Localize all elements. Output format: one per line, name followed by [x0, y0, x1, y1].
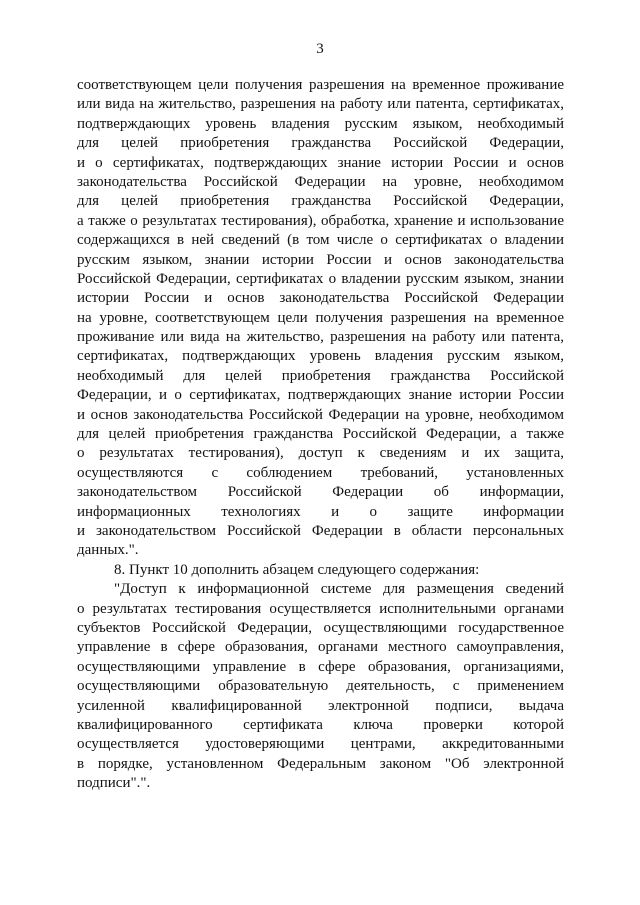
- paragraph-quoted-amendment: [77, 580, 564, 793]
- text-line: русским языком, знании истории России и основ законодательства: [77, 251, 564, 268]
- text-line: осуществляются с соблюдением требований, установленных: [77, 464, 564, 481]
- text-line: усиленной квалифицированной электронной подписи, выдача: [77, 697, 564, 714]
- text-line: Федерации, и о сертификатах, подтверждающих знание истории России: [77, 387, 564, 404]
- text-line: Российской Федерации, сертификатах о владении русским языком, знании: [77, 270, 564, 287]
- text-line: о результатах тестирования), доступ к сведениям и их защита,: [77, 445, 564, 462]
- text-line: подписи".".: [77, 775, 151, 792]
- text-line: информационных технологиях и о защите информации: [77, 503, 564, 520]
- page-number: 3: [316, 41, 324, 57]
- text-line: квалифицированного сертификата ключа проверки которой: [77, 716, 564, 733]
- text-line: 8. Пункт 10 дополнить абзацем следующего содержания:: [114, 561, 480, 578]
- text-line: управление в сфере образования, органами местного самоуправления,: [77, 639, 564, 656]
- text-line: подтверждающих уровень владения русским языком, необходимый: [77, 115, 564, 132]
- text-line: для целей приобретения гражданства Российской Федерации, а также: [77, 426, 564, 443]
- paragraph-item-8: [77, 561, 564, 580]
- paragraph-continuation: [77, 76, 564, 561]
- text-line: необходимый для целей приобретения гражданства Российской: [77, 367, 564, 384]
- text-line: содержащихся в ней сведений (в том числе о сертификатах о владении: [77, 232, 564, 249]
- text-line: для целей приобретения гражданства Российской Федерации,: [77, 193, 564, 210]
- text-line: "Доступ к информационной системе для размещения сведений: [114, 581, 564, 598]
- text-line: и о сертификатах, подтверждающих знание истории России и основ: [77, 154, 564, 171]
- text-line: о результатах тестирования осуществляется исполнительными органами: [77, 600, 564, 617]
- text-line: а также о результатах тестирования), обработка, хранение и использование: [77, 212, 564, 229]
- text-line: осуществляющими образовательную деятельность, с применением: [77, 678, 564, 695]
- text-line: данных.".: [77, 542, 139, 559]
- text-line: соответствующем цели получения разрешения на временное проживание: [77, 77, 564, 93]
- text-line: для целей приобретения гражданства Российской Федерации,: [77, 135, 564, 152]
- text-line: субъектов Российской Федерации, осуществляющими государственное: [77, 619, 564, 636]
- text-line: сертификатах, подтверждающих уровень владения русским языком,: [77, 348, 564, 365]
- text-line: осуществляется удостоверяющими центрами, аккредитованными: [77, 736, 564, 753]
- text-line: в порядке, установленном Федеральным законом "Об электронной: [77, 755, 564, 772]
- text-line: проживание или вида на жительство, разрешения на работу или патента,: [77, 329, 564, 346]
- document-body: [77, 76, 564, 793]
- text-line: истории России и основ законодательства Российской Федерации: [77, 290, 564, 307]
- text-line: или вида на жительство, разрешения на работу или патента, сертификатах,: [77, 96, 564, 113]
- text-line: и законодательством Российской Федерации в области персональных: [77, 522, 564, 539]
- text-line: законодательства Российской Федерации на уровне, необходимом: [77, 173, 564, 190]
- text-line: законодательством Российской Федерации об информации,: [77, 484, 564, 501]
- text-line: осуществляющими управление в сфере образования, организациями,: [77, 658, 564, 675]
- text-line: и основ законодательства Российской Федерации на уровне, необходимом: [77, 406, 564, 423]
- text-line: на уровне, соответствующем цели получения разрешения на временное: [77, 309, 564, 326]
